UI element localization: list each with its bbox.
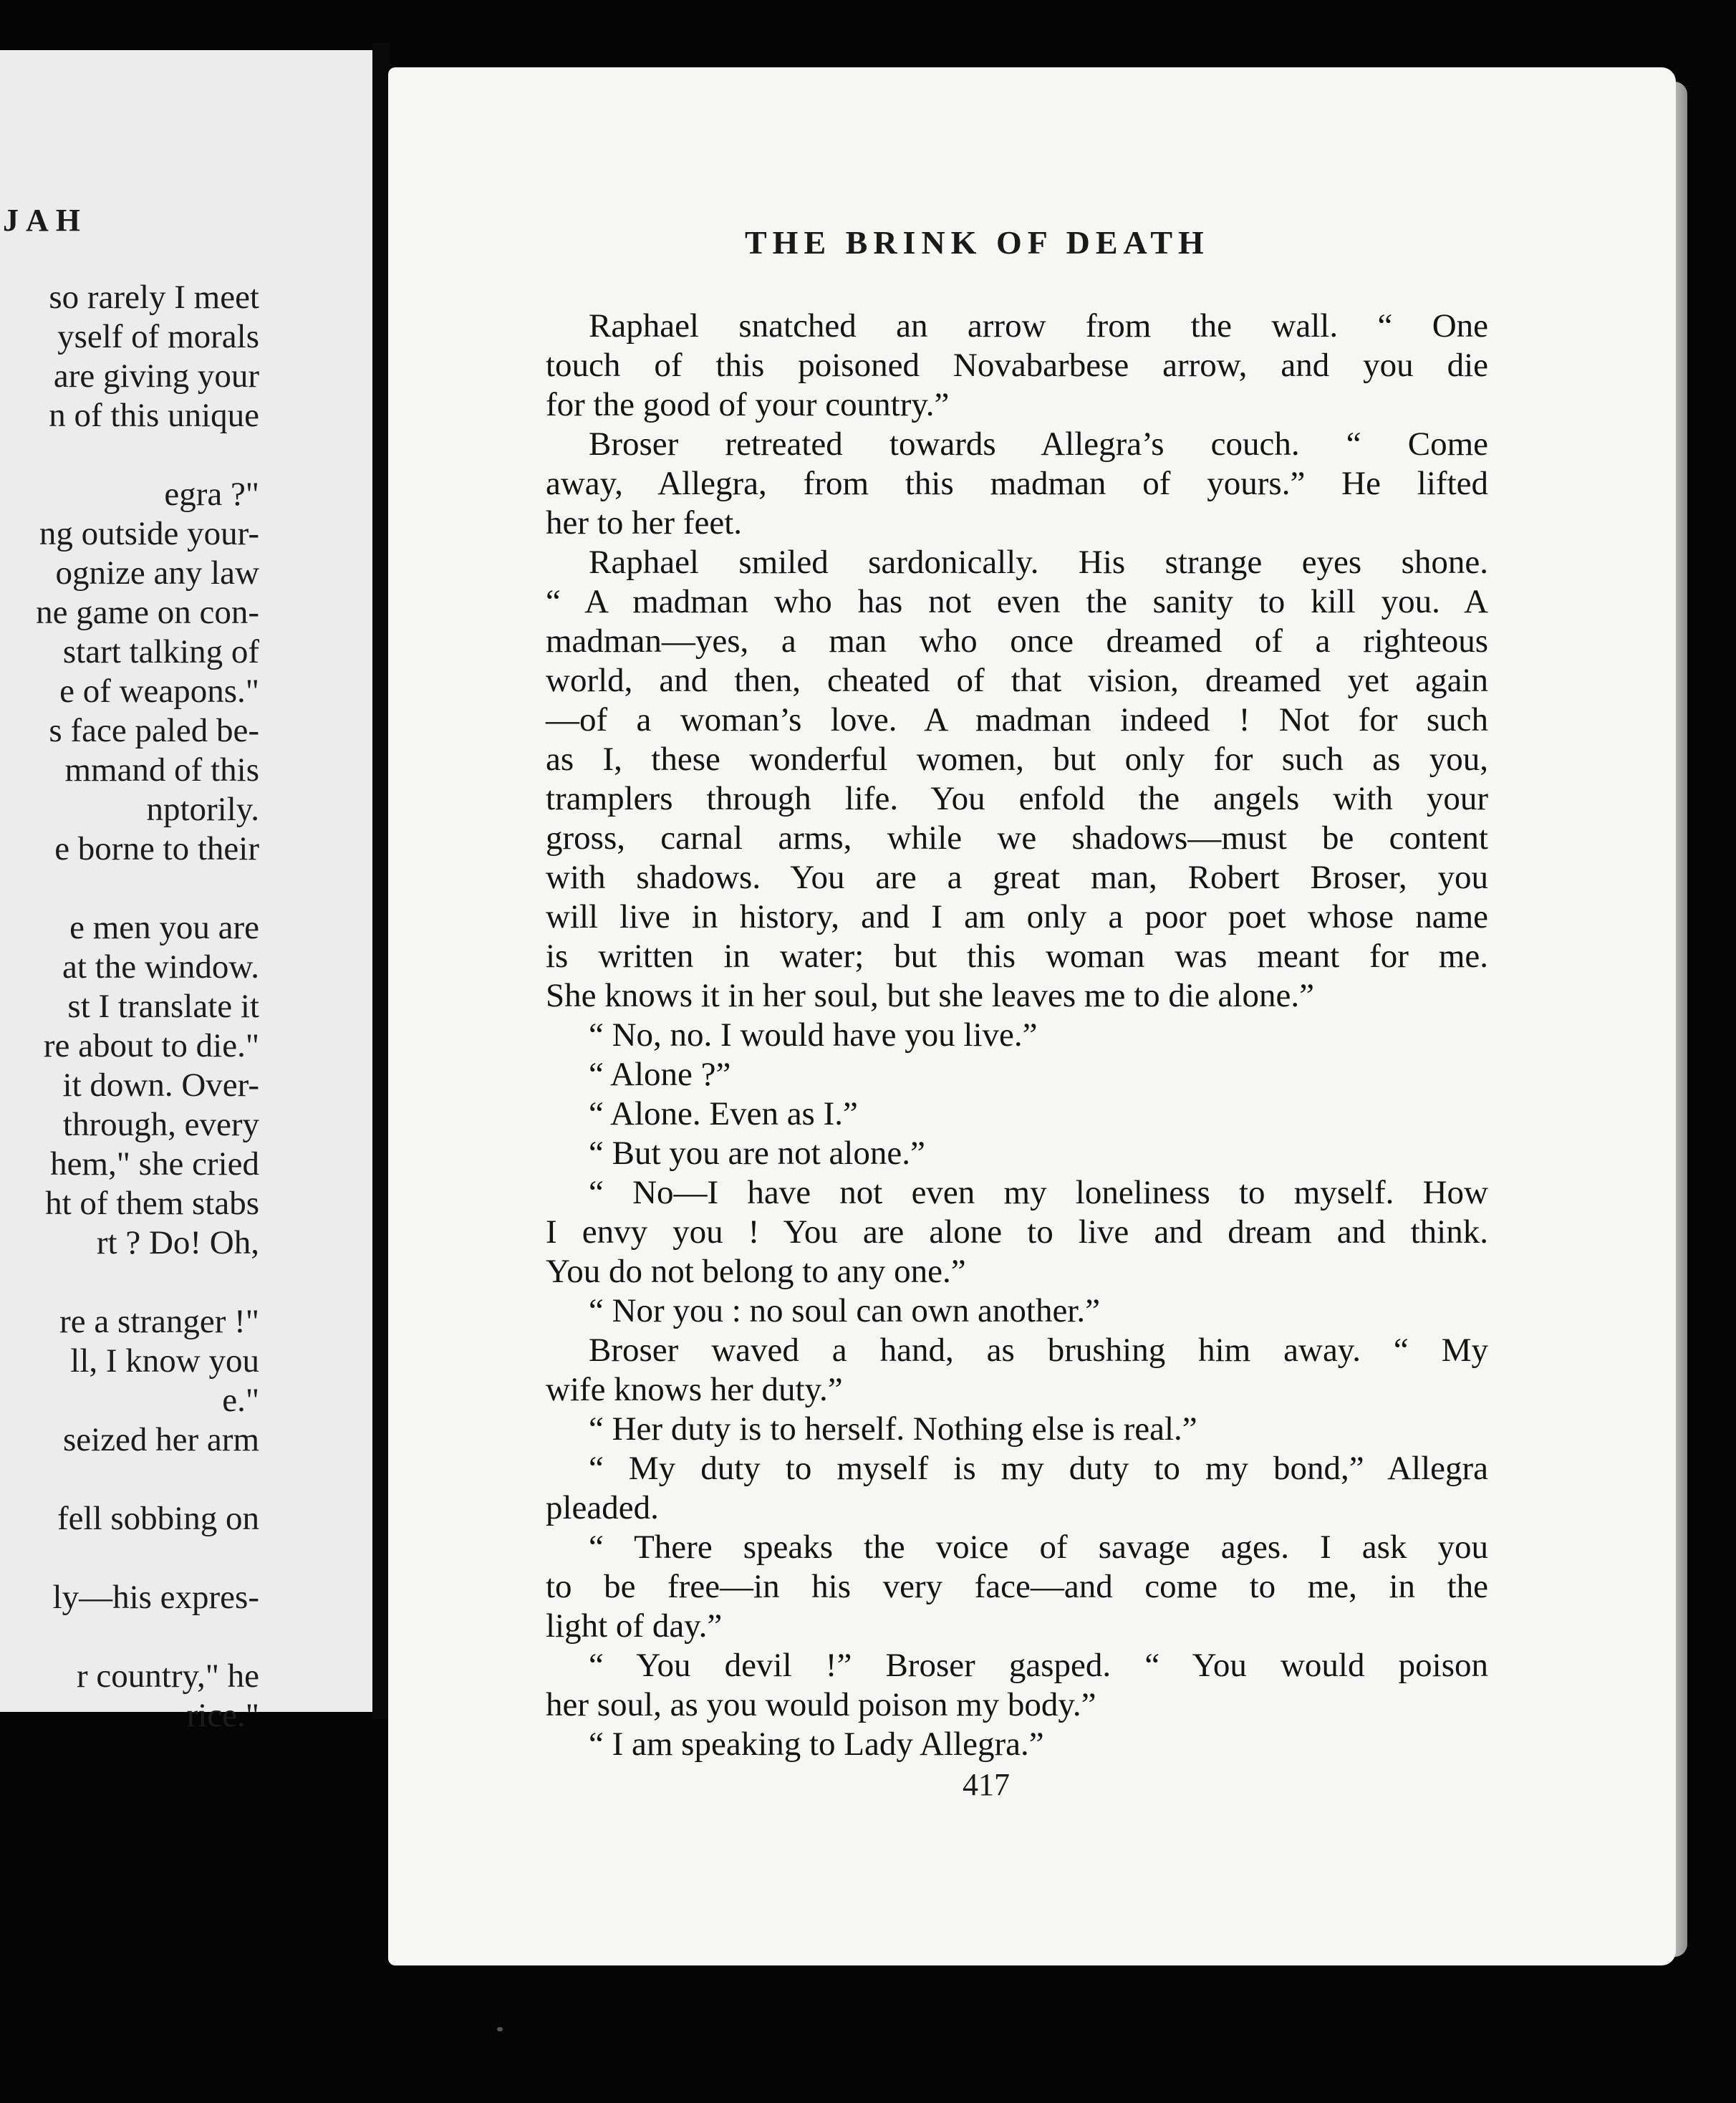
page-number: 417 (963, 1767, 1010, 1802)
text-line: “ My duty to myself is my duty to my bond,” Allegra (589, 1450, 1488, 1487)
text-line: light of day.” (546, 1607, 723, 1645)
previous-page-line: ll, I know you (70, 1342, 259, 1380)
dust-speck (497, 2027, 503, 2031)
previous-page-line (0, 1617, 259, 1657)
previous-page-line: through, every (62, 1106, 259, 1143)
previous-page-line: re a stranger !" (59, 1303, 259, 1340)
previous-page-line: e men you are (69, 909, 259, 946)
previous-page-running-head: JAH (3, 203, 87, 238)
text-line: touch of this poisoned Novabarbese arrow, and you die (546, 347, 1488, 384)
text-line: wife knows her duty.” (546, 1371, 843, 1408)
previous-page-line (0, 1539, 259, 1578)
previous-page-line: e." (222, 1382, 259, 1419)
text-line: I envy you ! You are alone to live and dream and think. (546, 1213, 1488, 1251)
text-line: tramplers through life. You enfold the angels with your (546, 780, 1488, 817)
running-head: THE BRINK OF DEATH (745, 224, 1210, 261)
previous-page-line: egra ?" (164, 476, 259, 513)
text-line: —of a woman’s love. A madman indeed ! Not for such (546, 701, 1488, 738)
text-line: her to her feet. (546, 504, 743, 542)
text-line: world, and then, cheated of that vision, dreamed yet again (546, 662, 1488, 699)
text-line: for the good of your country.” (546, 386, 950, 423)
text-line: You do not belong to any one.” (546, 1253, 966, 1290)
previous-page-line: ne game on con- (36, 594, 259, 631)
text-line: Broser waved a hand, as brushing him away. “ My (589, 1332, 1488, 1369)
previous-page-line: nptorily. (146, 791, 259, 828)
text-line: “ No, no. I would have you live.” (589, 1016, 1038, 1054)
text-line: “ Alone ?” (589, 1056, 731, 1093)
text-line: Broser retreated towards Allegra’s couch. “ Come (589, 425, 1488, 463)
previous-page-line (0, 435, 259, 475)
previous-page-fragment (0, 50, 372, 1734)
text-line: madman—yes, a man who once dreamed of a righteous (546, 622, 1488, 660)
previous-page-line: st I translate it (67, 988, 259, 1025)
previous-page-line (0, 869, 259, 908)
previous-page-line: ht of them stabs (45, 1185, 259, 1222)
text-line: away, Allegra, from this madman of yours.” He lifted (546, 465, 1488, 502)
previous-page-line: yself of morals (57, 318, 259, 355)
previous-page-line: n of this unique (49, 397, 259, 434)
text-line: to be free—in his very face—and come to me, in the (546, 1568, 1488, 1605)
text-line: with shadows. You are a great man, Robert Broser, you (546, 859, 1488, 896)
text-line: pleaded. (546, 1489, 659, 1526)
previous-page-line: e of weapons." (59, 673, 259, 710)
text-line: will live in history, and I am only a poor poet whose name (546, 898, 1488, 935)
previous-page-line: rice." (186, 1697, 259, 1734)
text-line: “ No—I have not even my loneliness to myself. How (589, 1174, 1488, 1211)
text-line: as I, these wonderful women, but only for such as you, (546, 741, 1488, 778)
previous-page-line: ng outside your- (39, 515, 259, 552)
text-line: “ I am speaking to Lady Allegra.” (589, 1726, 1044, 1763)
text-line: “ But you are not alone.” (589, 1135, 925, 1172)
text-line: Raphael snatched an arrow from the wall. “ One (589, 307, 1488, 345)
previous-page-line: are giving your (53, 357, 259, 395)
previous-page-text (0, 278, 259, 1736)
previous-page-line: rt ? Do! Oh, (96, 1224, 259, 1261)
previous-page-line: seized her arm (62, 1421, 259, 1458)
previous-page-line: re about to die." (43, 1027, 259, 1064)
previous-page-line: at the window. (62, 948, 259, 986)
previous-page-line (0, 1460, 259, 1499)
text-line: “ There speaks the voice of savage ages. I ask you (589, 1529, 1488, 1566)
previous-page-line: s face paled be- (49, 712, 259, 749)
previous-page-line: hem," she cried (50, 1145, 259, 1183)
previous-page-line: it down. Over- (62, 1067, 259, 1104)
previous-page-line: ly—his expres- (52, 1579, 259, 1616)
text-line: gross, carnal arms, while we shadows—must be content (546, 819, 1488, 857)
previous-page-line: start talking of (62, 633, 259, 670)
text-line: her soul, as you would poison my body.” (546, 1686, 1096, 1723)
previous-page-line: so rarely I meet (49, 279, 259, 316)
previous-page-line (0, 1263, 259, 1302)
previous-page-line: e borne to their (54, 830, 259, 867)
text-line: “ Alone. Even as I.” (589, 1095, 858, 1132)
text-line: is written in water; but this woman was meant for me. (546, 938, 1488, 975)
previous-page-line: ognize any law (55, 554, 259, 592)
page-body-text (546, 307, 1488, 1764)
text-line: She knows it in her soul, but she leaves me to die alone.” (546, 977, 1314, 1014)
text-line: “ A madman who has not even the sanity to kill you. A (546, 583, 1488, 620)
text-line: Raphael smiled sardonically. His strange eyes shone. (589, 544, 1488, 581)
book-gutter (372, 43, 390, 1719)
previous-page-line: r country," he (77, 1657, 259, 1695)
text-line: “ Her duty is to herself. Nothing else is real.” (589, 1410, 1197, 1448)
text-line: “ You devil !” Broser gasped. “ You would poison (589, 1647, 1488, 1684)
text-line: “ Nor you : no soul can own another.” (589, 1292, 1100, 1329)
previous-page-line: fell sobbing on (57, 1500, 259, 1537)
previous-page-line: mmand of this (64, 751, 259, 789)
